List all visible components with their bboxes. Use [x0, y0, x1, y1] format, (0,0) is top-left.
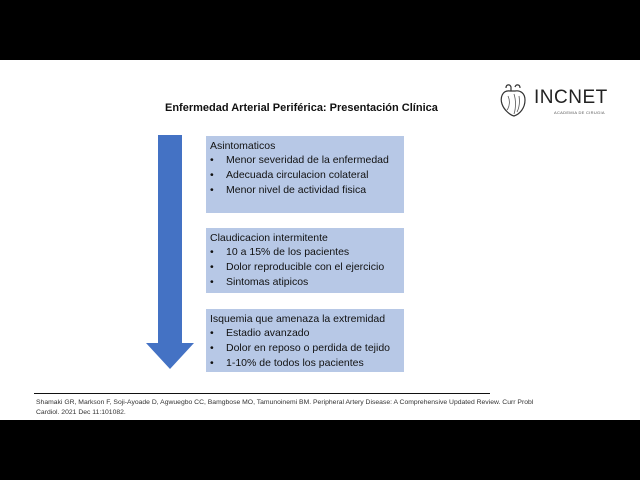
slide-title: Enfermedad Arterial Periférica: Presentación Clínica [165, 102, 438, 114]
box-claudicacion [206, 228, 404, 293]
logo-subtitle: ACADEMIA DE CIRUGIA [554, 110, 605, 115]
box-heading: Asintomaticos [210, 140, 276, 152]
list-item: • 10 a 15% de los pacientes [210, 246, 350, 258]
list-item: • 1-10% de todos los pacientes [210, 357, 364, 369]
logo [498, 82, 618, 118]
list-item: • Dolor reproducible con el ejercicio [210, 261, 385, 273]
reference-divider [34, 393, 490, 394]
list-item: • Estadio avanzado [210, 327, 310, 339]
list-item: • Adecuada circulacion colateral [210, 169, 369, 181]
list-item: • Menor nivel de actividad fisica [210, 184, 367, 196]
box-heading: Isquemia que amenaza la extremidad [210, 313, 386, 325]
heart-logo-icon [498, 82, 528, 118]
list-item: • Menor severidad de la enfermedad [210, 154, 389, 166]
slide [0, 60, 640, 420]
list-item: • Dolor en reposo o perdida de tejido [210, 342, 391, 354]
list-item: • Sintomas atipicos [210, 276, 309, 288]
down-arrow-icon [146, 135, 194, 369]
reference-text: Shamaki GR, Markson F, Soji-Ayoade D, Agwuegbo CC, Bamgbose MO, Tamunoinemi BM. Peripheral Artery Disease: A Comprehensive Updated Review. Curr Probl Cardiol. 2021 Dec 11:101082. [36, 399, 534, 416]
box-heading: Claudicacion intermitente [210, 232, 328, 244]
box-isquemia [206, 309, 404, 372]
logo-text: INCNET [534, 87, 608, 108]
box-asintomaticos [206, 136, 404, 213]
